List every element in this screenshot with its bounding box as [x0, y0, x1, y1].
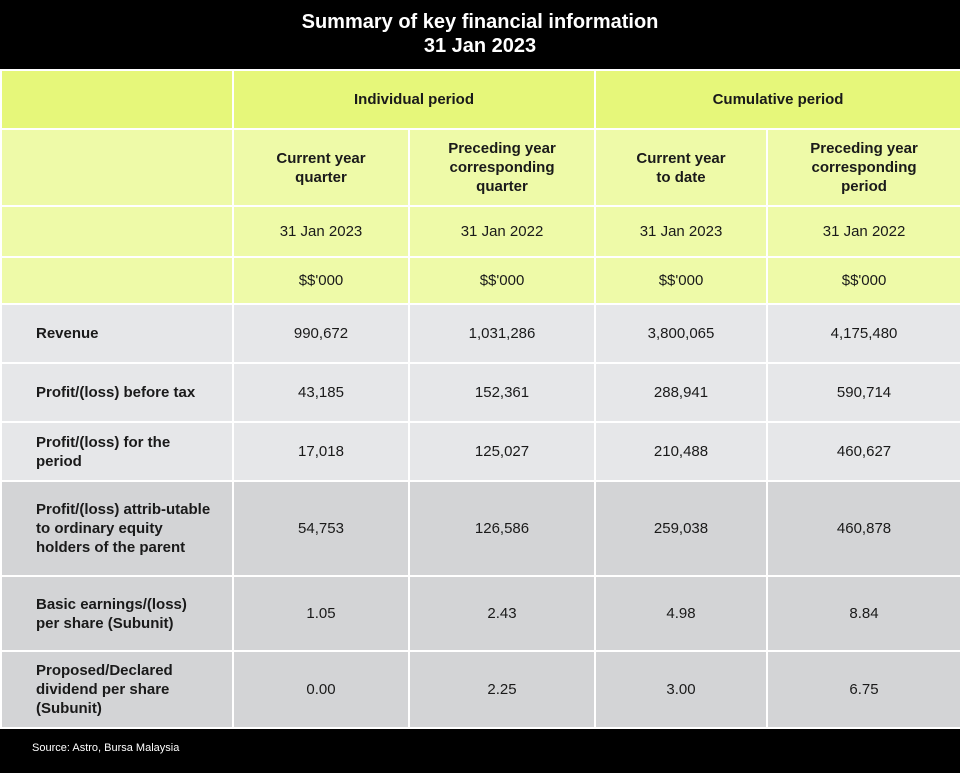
header-blank-cell	[1, 70, 233, 129]
column-date: 31 Jan 2023	[233, 206, 409, 257]
table-cell: 8.84	[767, 576, 960, 651]
column-header: Current year to date	[595, 129, 767, 206]
table-cell: 6.75	[767, 651, 960, 728]
table-cell: 210,488	[595, 422, 767, 481]
source-note: Source: Astro, Bursa Malaysia	[32, 742, 180, 754]
table-cell: 590,714	[767, 363, 960, 422]
column-header: Preceding year corresponding quarter	[409, 129, 595, 206]
table-cell: 460,878	[767, 481, 960, 576]
column-header: Current year quarter	[233, 129, 409, 206]
table-cell: 1.05	[233, 576, 409, 651]
header-blank-cell	[1, 206, 233, 257]
header-row-columns	[1, 129, 960, 206]
table-cell: 152,361	[409, 363, 595, 422]
column-unit: $$'000	[767, 257, 960, 304]
column-unit: $$'000	[595, 257, 767, 304]
header-cumulative-period: Cumulative period	[595, 70, 960, 129]
table-cell: 990,672	[233, 304, 409, 363]
table-cell: 460,627	[767, 422, 960, 481]
table-cell: 43,185	[233, 363, 409, 422]
column-date: 31 Jan 2022	[409, 206, 595, 257]
table-row	[1, 651, 960, 728]
table-cell: 288,941	[595, 363, 767, 422]
table-row	[1, 422, 960, 481]
title-line-2: 31 Jan 2023	[423, 35, 537, 57]
table-cell: 2.25	[409, 651, 595, 728]
table-cell: 259,038	[595, 481, 767, 576]
row-label: Proposed/Declared dividend per share (Subunit)	[1, 651, 233, 728]
table-cell: 3.00	[595, 651, 767, 728]
table-cell: 1,031,286	[409, 304, 595, 363]
column-unit: $$'000	[233, 257, 409, 304]
row-label: Profit/(loss) before tax	[1, 363, 233, 422]
table-cell: 3,800,065	[595, 304, 767, 363]
table-cell: 126,586	[409, 481, 595, 576]
column-date: 31 Jan 2023	[595, 206, 767, 257]
title-line-1: Summary of key financial information	[301, 11, 659, 33]
column-header: Preceding year corresponding period	[767, 129, 960, 206]
table-cell: 4.98	[595, 576, 767, 651]
financial-table	[0, 69, 960, 729]
page-title	[0, 0, 960, 68]
header-individual-period: Individual period	[233, 70, 595, 129]
header-row-units	[1, 257, 960, 304]
header-row-periods	[1, 70, 960, 129]
header-blank-cell	[1, 129, 233, 206]
row-label: Profit/(loss) for the period	[1, 422, 233, 481]
table-cell: 2.43	[409, 576, 595, 651]
table-row	[1, 363, 960, 422]
table-row	[1, 304, 960, 363]
table-cell: 0.00	[233, 651, 409, 728]
header-row-dates	[1, 206, 960, 257]
column-date: 31 Jan 2022	[767, 206, 960, 257]
header-blank-cell	[1, 257, 233, 304]
table-cell: 17,018	[233, 422, 409, 481]
row-label: Basic earnings/(loss) per share (Subunit)	[1, 576, 233, 651]
column-unit: $$'000	[409, 257, 595, 304]
table-row	[1, 576, 960, 651]
table-row	[1, 481, 960, 576]
table-cell: 4,175,480	[767, 304, 960, 363]
row-label: Profit/(loss) attrib-utable to ordinary equity holders of the parent	[1, 481, 233, 576]
row-label: Revenue	[1, 304, 233, 363]
table-cell: 54,753	[233, 481, 409, 576]
table-cell: 125,027	[409, 422, 595, 481]
